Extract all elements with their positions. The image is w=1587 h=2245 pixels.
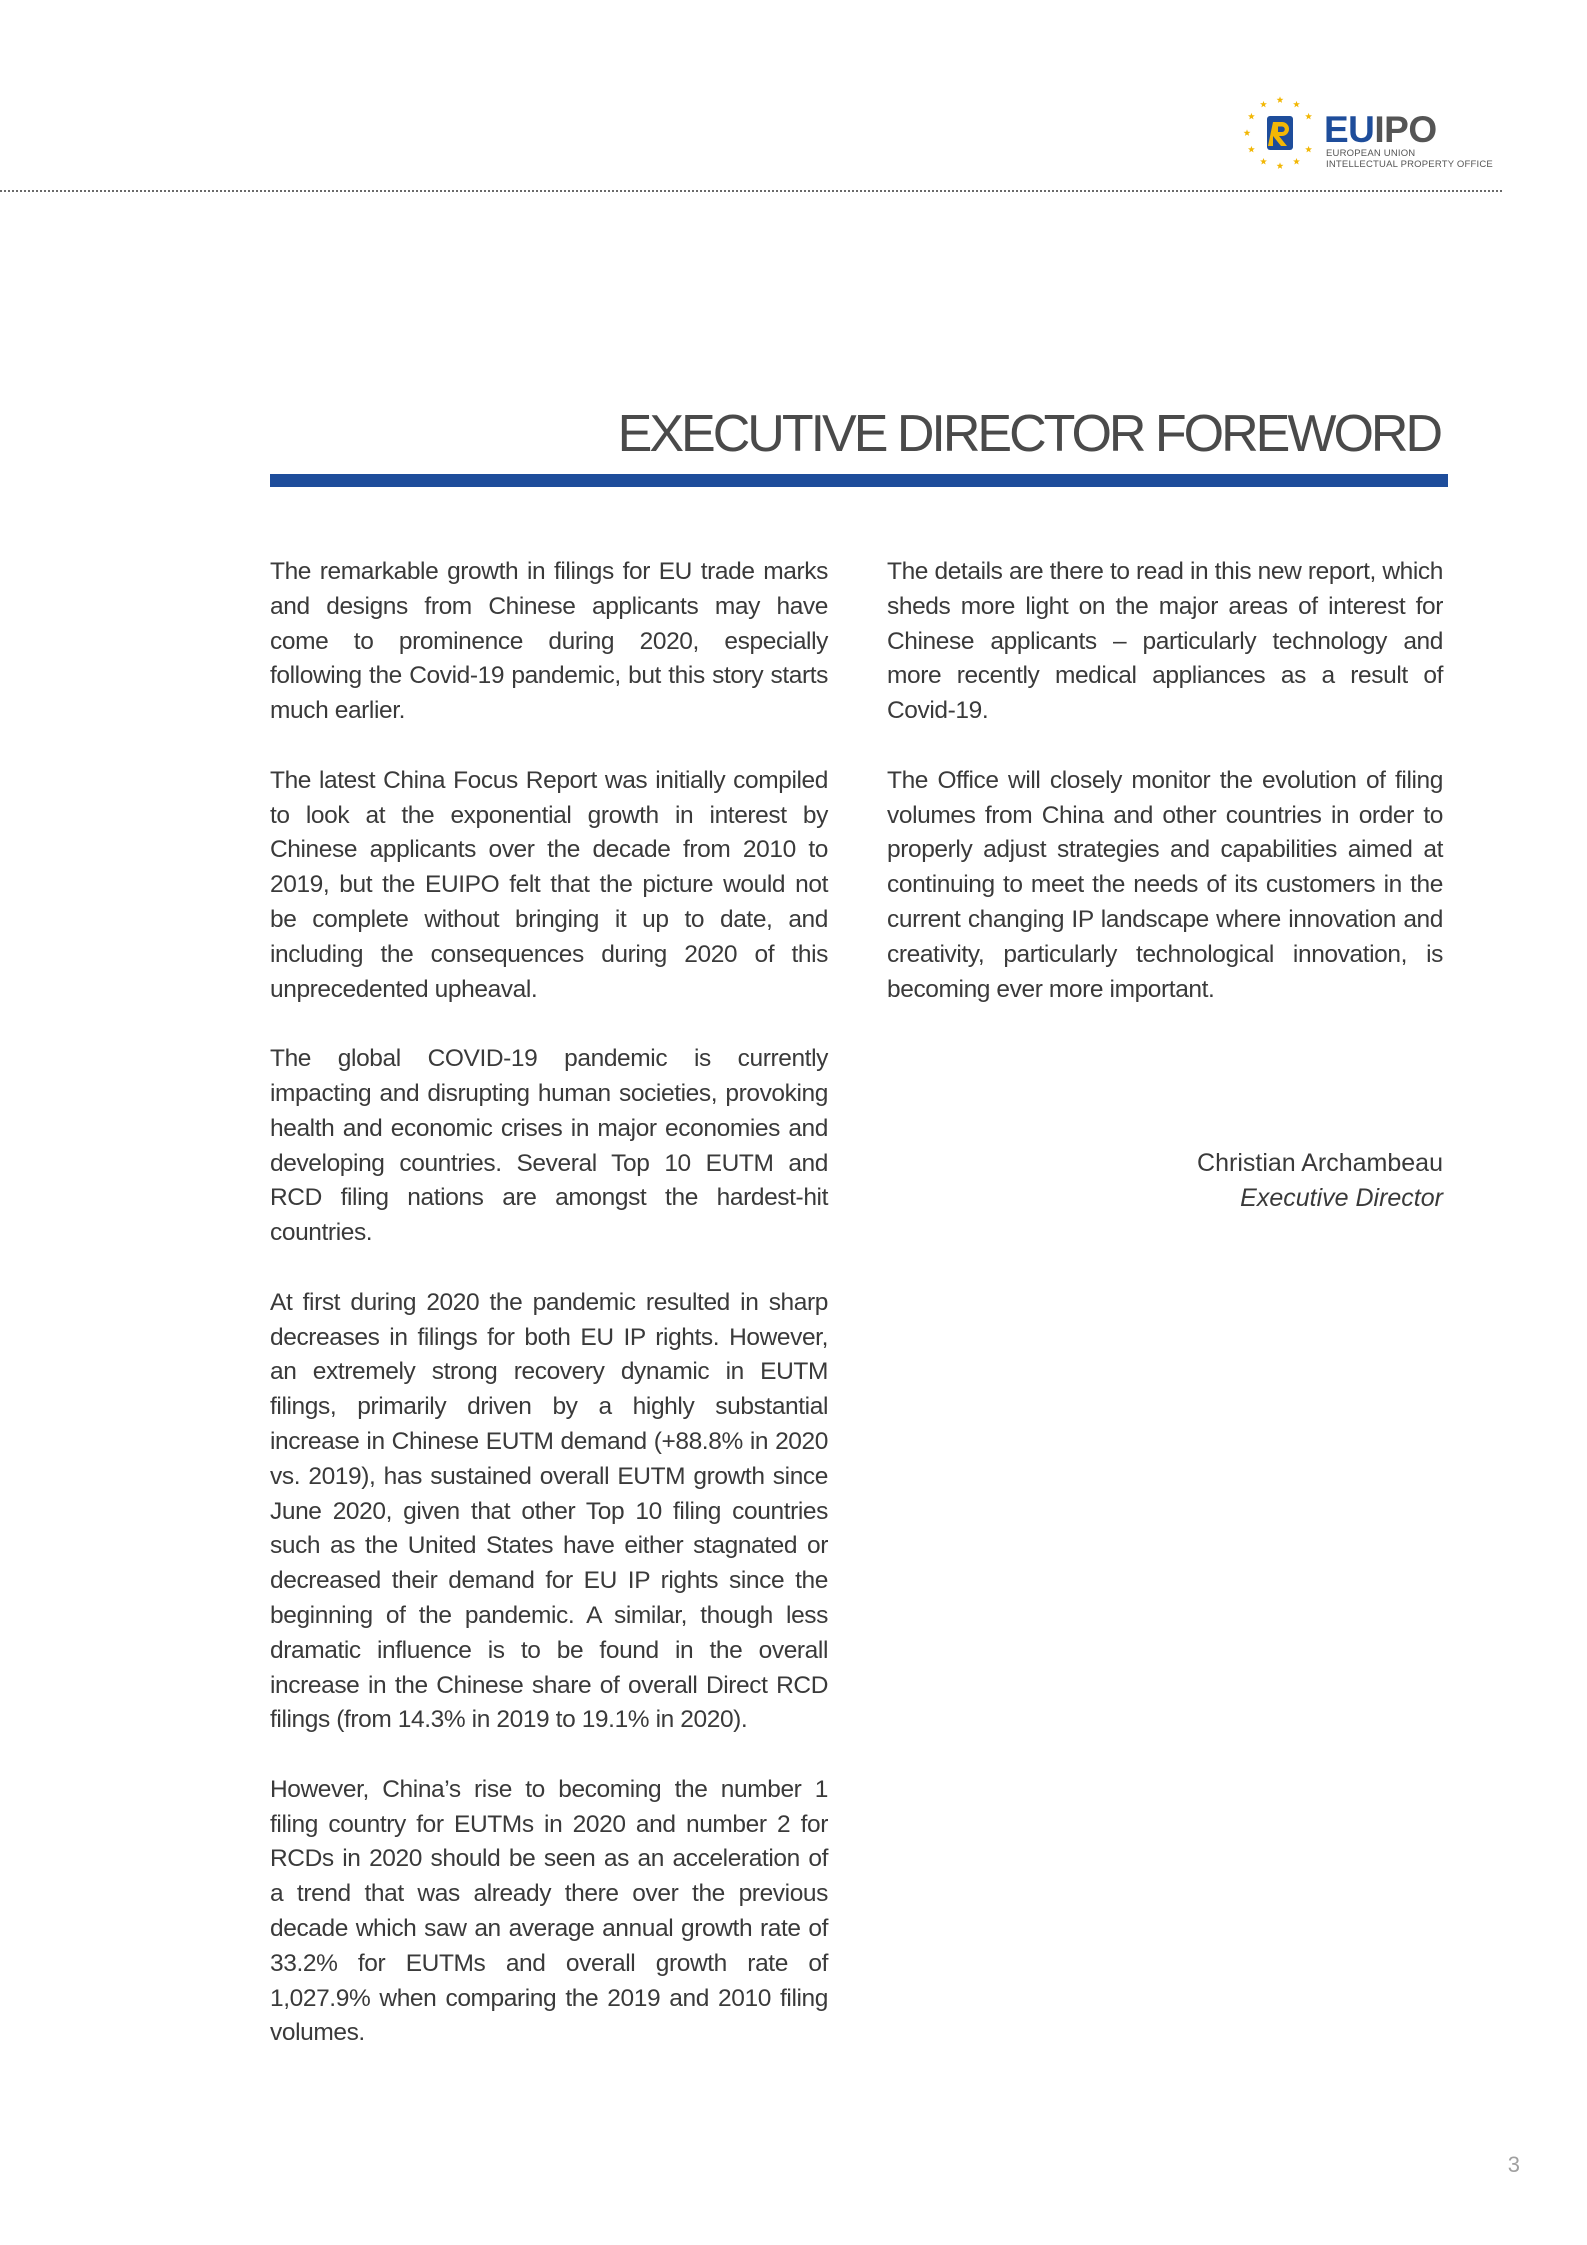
right-column [887, 555, 1443, 1042]
star-icon [1277, 162, 1284, 169]
signature-block [887, 1146, 1443, 1216]
paragraph: At first during 2020 the pandemic resulted in sharp decreases in filings for both EU IP rights. However, an extremely strong recovery dynamic in EUTM filings, primarily driven by a highly substantial increase in Chinese EUTM demand (+88.8% in 2020 vs. 2019), has sustained overall EUTM growth since June 2020, given that other Top 10 filing countries such as the United States have either stagnated or decreased their demand for EU IP rights since the beginning of the pandemic. A similar, though less dramatic influence is to be found in the overall increase in the Chinese share of overall Direct RCD filings (from 14.3% in 2019 to 19.1% in 2020). [270, 1288, 828, 1734]
left-column [270, 555, 828, 2086]
star-icon [1260, 158, 1267, 165]
star-icon [1248, 146, 1255, 153]
paragraph: The latest China Focus Report was initially compiled to look at the exponential growth in interest by Chinese applicants over the decade from 2010 to 2019, but the EUIPO felt that the picture would not be complete without bringing it up to date, and including the consequences during 2020 of this unprecedented upheaval. [270, 766, 828, 1003]
paragraph: The Office will closely monitor the evolution of filing volumes from China and other countries in order to properly adjust strategies and capabilities aimed at continuing to meet the needs of its customers in the current changing IP landscape where innovation and creativity, particularly technological innovation, is becoming ever more important. [887, 766, 1443, 1003]
page-header [0, 0, 1587, 200]
signatory-role: Executive Director [1240, 1184, 1443, 1212]
star-icon [1305, 113, 1312, 120]
wordmark-eu: EU [1324, 109, 1375, 150]
euipo-logo [1240, 94, 1510, 174]
star-icon [1293, 158, 1300, 165]
euipo-subtitle [1326, 148, 1493, 170]
page-number: 3 [1507, 2152, 1520, 2177]
paragraph: However, China’s rise to becoming the number 1 filing country for EUTMs in 2020 and number 2 for RCDs in 2020 should be seen as an acceleration of a trend that was already there over the previous decade which saw an average annual growth rate of 33.2% for EUTMs and overall growth rate of 1,027.9% when comparing the 2019 and 2010 filing volumes. [270, 1775, 828, 2047]
star-icon [1293, 101, 1300, 108]
wordmark-ipo: IPO [1374, 109, 1437, 150]
signatory-name: Christian Archambeau [1197, 1149, 1443, 1177]
paragraph: The details are there to read in this new report, which sheds more light on the major areas of interest for Chinese applicants – particularly technology and more recently medical appliances as a result of Covid-19. [887, 558, 1443, 725]
star-icon [1244, 129, 1251, 136]
header-dotted-divider [0, 190, 1502, 192]
euipo-emblem-icon [1240, 94, 1320, 174]
euipo-wordmark [1324, 110, 1437, 150]
star-icon [1277, 96, 1284, 103]
logo-sub-line-2: INTELLECTUAL PROPERTY OFFICE [1326, 159, 1493, 170]
logo-sub-line-1: EUROPEAN UNION [1326, 148, 1416, 159]
star-icon [1248, 113, 1255, 120]
star-icon [1260, 101, 1267, 108]
title-underline-bar [270, 474, 1448, 487]
paragraph: The remarkable growth in filings for EU trade marks and designs from Chinese applicants may have come to prominence during 2020, especially following the Covid-19 pandemic, but this story starts much earlier. [270, 558, 828, 725]
paragraph: The global COVID-19 pandemic is currently impacting and disrupting human societies, provoking health and economic crises in major economies and developing countries. Several Top 10 EUTM and RCD filing nations are amongst the hardest-hit countries. [270, 1045, 828, 1247]
star-icon [1305, 146, 1312, 153]
page-title: EXECUTIVE DIRECTOR FOREWORD [617, 405, 1440, 463]
